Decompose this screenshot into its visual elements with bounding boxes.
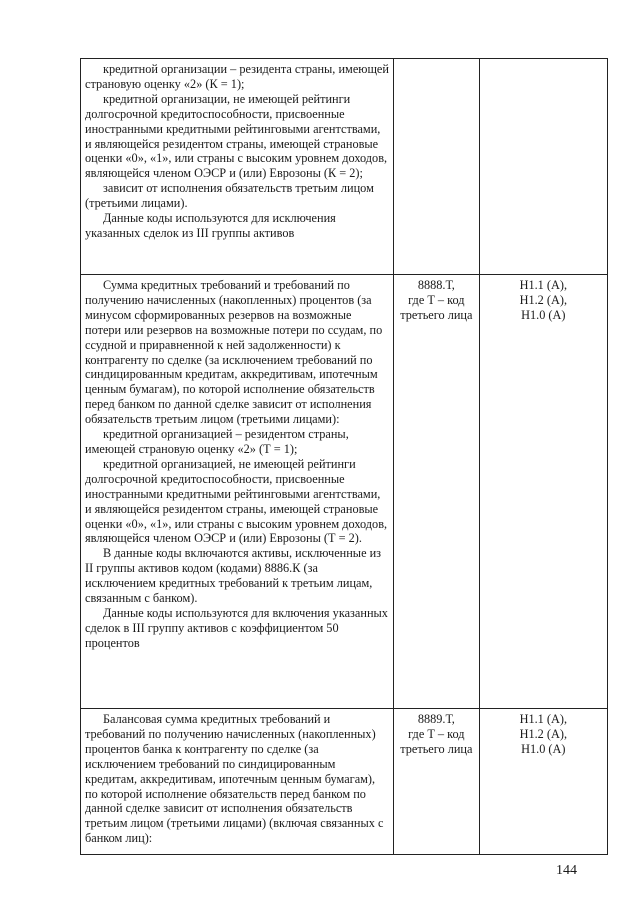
description-paragraph: Данные коды используются для включения указанных сделок в III группу активов с коэффициентом 50 процентов	[85, 605, 388, 650]
description-paragraph: Данные коды используются для исключения указанных сделок из III группы активов	[85, 211, 336, 240]
table-row	[81, 709, 608, 855]
page-number: 144	[556, 863, 577, 878]
code-line: где Т – код	[408, 292, 465, 307]
description-cell	[81, 59, 394, 275]
code-line: где Т – код	[408, 726, 465, 741]
norm-line: Н1.1 (А),	[519, 278, 568, 292]
norm-line: Н1.2 (А),	[519, 292, 568, 307]
norms-cell	[479, 59, 607, 275]
norm-line: Н1.0 (А)	[521, 741, 566, 756]
norms-cell	[479, 709, 607, 855]
description-cell	[81, 709, 394, 855]
regulation-table	[80, 58, 608, 855]
description-paragraph: Балансовая сумма кредитных требований и требований по получению начисленных (накопленных) процентов банка к контрагенту по сделке (за исключением требований по синдицированным кредитам, аккредитивам, ипотечным ценным бумагам), по которой исполнение обязательств перед банком по данной сделке зависит от исполнения обязательств третьим лицом (третьими лицами) (включая связанных с банком лиц):	[85, 712, 384, 846]
description-paragraph: Сумма кредитных требований и требований по получению начисленных (накопленных) процентов (за минусом сформированных резервов на возможные потери или резервов на возможные потери по ссудам, по ссудной и приравненной к ней задолженности) к контрагенту по сделке (за исключением требований по синдицированным кредитам, аккредитивам, ипотечным ценным бумагам), по которой исполнение обязательств перед банком по данной сделке зависит от исполнения обязательств третьим лицом (третьими лицами):	[85, 278, 383, 427]
description-paragraph: В данные коды включаются активы, исключенные из II группы активов кодом (кодами) 8886.К (за исключением кредитных требований к третьим лицам, связанным с банком).	[85, 546, 382, 606]
code-line: 8888.Т,	[417, 278, 455, 292]
description-paragraph: кредитной организации, не имеющей рейтинги долгосрочной кредитоспособности, присвоенные иностранными кредитными рейтинговыми агентствами, и являющейся резидентом страны, имеющей страновые оценки «0», «1», или страны с высоким уровнем доходов, являющейся членом ОЭСР и (или) Еврозоны (К = 2);	[85, 91, 388, 181]
table-row	[81, 59, 608, 275]
description-cell	[81, 275, 394, 709]
code-cell	[394, 275, 480, 709]
norm-line: Н1.1 (А),	[519, 712, 568, 726]
norms-cell	[479, 275, 607, 709]
norm-line: Н1.0 (А)	[521, 307, 566, 322]
code-line: третьего лица	[400, 307, 473, 322]
norm-line: Н1.2 (А),	[519, 726, 568, 741]
code-cell	[394, 59, 480, 275]
description-paragraph: кредитной организацией – резидентом страны, имеющей страновую оценку «2» (Т = 1);	[85, 427, 349, 456]
description-paragraph: кредитной организации – резидента страны, имеющей страновую оценку «2» (К = 1);	[85, 62, 389, 91]
description-paragraph: кредитной организацией, не имеющей рейтинги долгосрочной кредитоспособности, присвоенные иностранными кредитными рейтинговыми агентствами, и являющейся резидентом страны, имеющей страновые оценки «0», «1», или страны с высоким уровнем доходов, являющейся членом ОЭСР и (или) Еврозоны (Т = 2).	[85, 456, 388, 546]
table-row	[81, 275, 608, 709]
code-cell	[394, 709, 480, 855]
code-line: 8889.Т,	[417, 712, 455, 726]
code-line: третьего лица	[400, 741, 473, 756]
description-paragraph: зависит от исполнения обязательств третьим лицом (третьими лицами).	[85, 181, 374, 211]
